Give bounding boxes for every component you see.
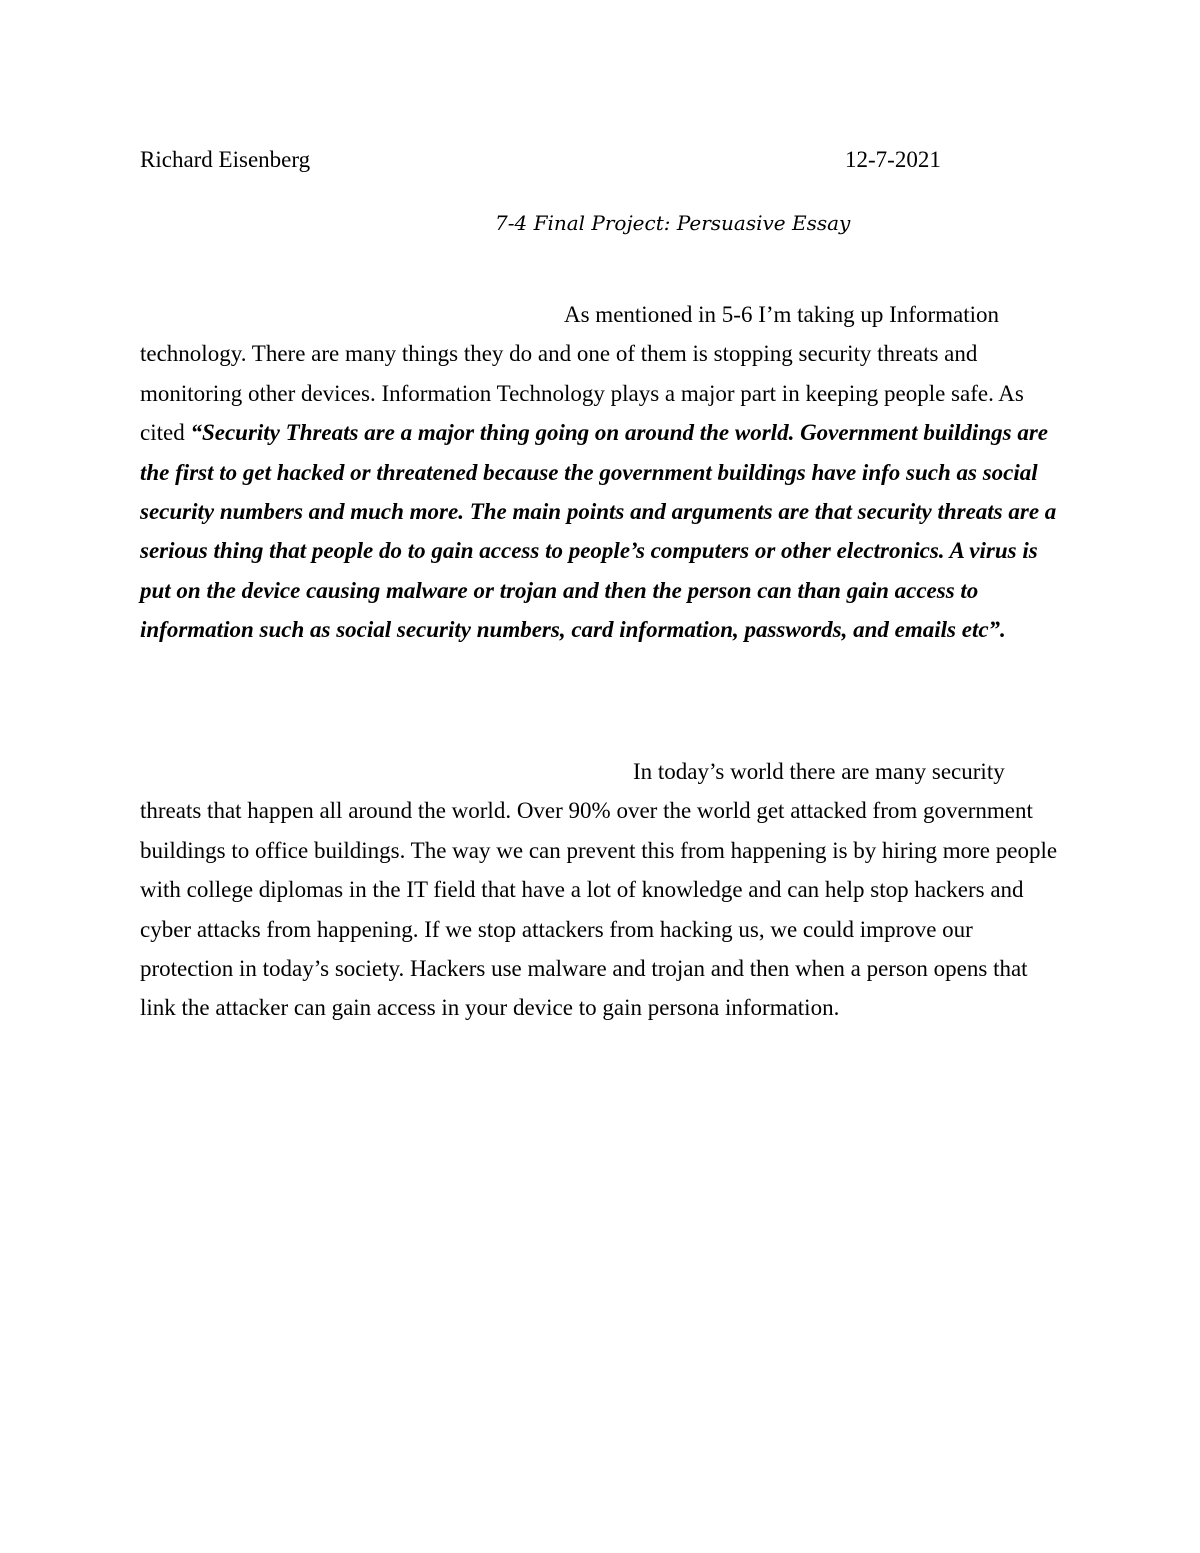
paragraph-1-intro: As mentioned in 5-6 I’m taking up Information technology. There are many things they do and one of them is stopping security threats and monitoring other devices. Information Technology plays a major part in keeping people safe. As cited — [140, 302, 1024, 446]
document-title: 7-4 Final Project: Persuasive Essay — [495, 211, 851, 235]
paragraph-2-text: In today’s world there are many security threats that happen all around the world. Over 90% over the world get attacked from government buildings to office buildings. The way we can prevent this from happening is by hiring more people with college diplomas in the IT field that have a lot of knowledge and can help stop hackers and cyber attacks from happening. If we stop attackers from hacking us, we could improve our protection in today’s society. Hackers use malware and trojan and then when a person opens that link the attacker can gain access in your device to gain persona information. — [140, 759, 1058, 1021]
paragraph-1 — [140, 295, 1065, 650]
author-name: Richard Eisenberg — [140, 147, 311, 172]
document-date: 12-7-2021 — [845, 147, 941, 172]
paragraph-2 — [140, 752, 1065, 1028]
cited-quote: “Security Threats are a major thing going on around the world. Government buildings are the first to get hacked or threatened because the government buildings have info such as social security numbers and much more. The main points and arguments are that security threats are a serious thing that people do to gain access to people’s computers or other electronics. A virus is put on the device causing malware or trojan and then the person can than gain access to information such as social security numbers, card information, passwords, and emails etc”. — [140, 420, 1057, 643]
